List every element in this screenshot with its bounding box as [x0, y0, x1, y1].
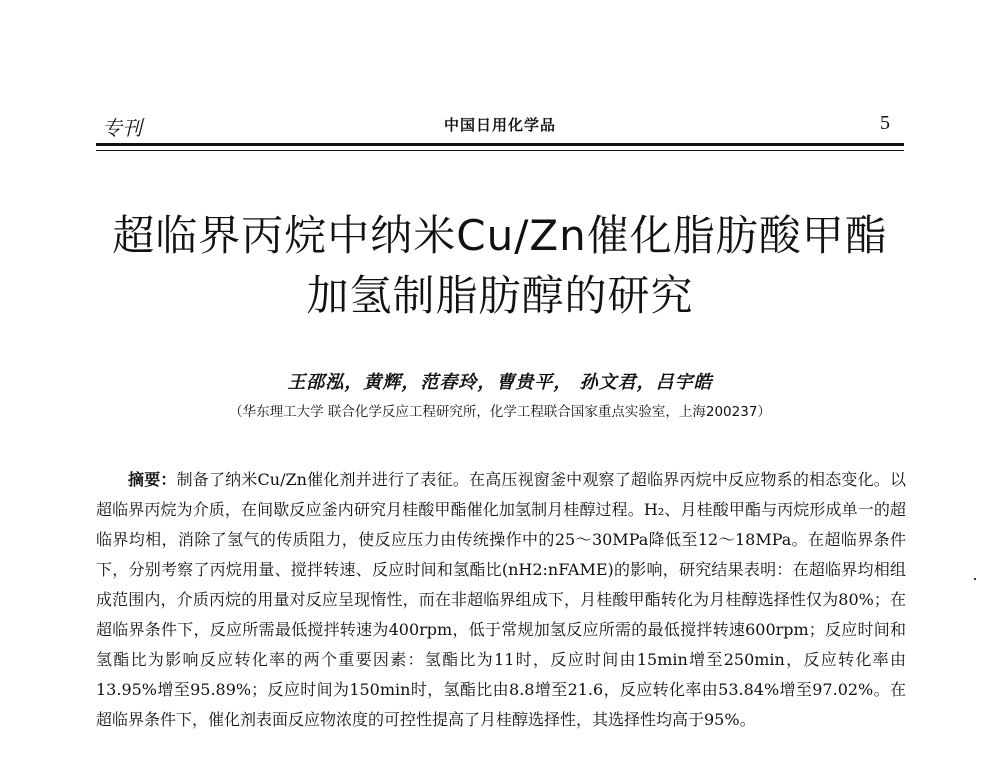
journal-name: 中国日用化学品: [443, 116, 556, 134]
paper-title: 超临界丙烷中纳米Cu/Zn催化脂肪酸甲酯加氢制脂肪醇的研究: [112, 211, 888, 320]
author-list: 王邵泓，黄辉，范春玲，曹贵平， 孙文君，吕宇皓: [287, 372, 713, 393]
abstract-label: 摘要：: [128, 470, 177, 489]
abstract: [96, 465, 906, 735]
abstract-text: 制备了纳米Cu/Zn催化剂并进行了表征。在高压视窗釜中观察了超临界丙烷中反应物系的相态变化。以超临界丙烷为介质，在间歇反应釜内研究月桂酸甲酯催化加氢制月桂醇过程。H₂、月桂酸甲酯与丙烷形成单一的超临界均相，消除了氢气的传质阻力，使反应压力由传统操作中的25～30MPa降低至12～18MPa。在超临界条件下，分别考察了丙烷用量、搅拌转速、反应时间和氢酯比(nH2:nFAME)的影响，研究结果表明：在超临界均相组成范围内，介质丙烷的用量对反应呈现惰性，而在非超临界组成下，月桂酸甲酯转化为月桂醇选择性仅为80%；在超临界条件下，反应所需最低搅拌转速为400rpm，低于常规加氢反应所需的最低搅拌转速600rpm；反应时间和氢酯比为影响反应转化率的两个重要因素：氢酯比为11时，反应时间由15min增至250min，反应转化率由13.95%增至95.89%；反应时间为150min时，氢酯比由8.8增至21.6，反应转化率由53.84%增至97.02%。在超临界条件下，催化剂表面反应物浓度的可控性提高了月桂醇选择性，其选择性均高于95%。: [96, 470, 906, 729]
stray-mark: [974, 578, 976, 580]
header-rule-thin: [96, 150, 904, 151]
section-label: 专刊: [102, 116, 142, 140]
affiliation: （华东理工大学 联合化学反应工程研究所，化学工程联合国家重点实验室，上海200237）: [229, 404, 771, 420]
running-header: [96, 110, 904, 140]
header-rule-thick: [96, 143, 904, 146]
page-number: 5: [880, 112, 890, 134]
